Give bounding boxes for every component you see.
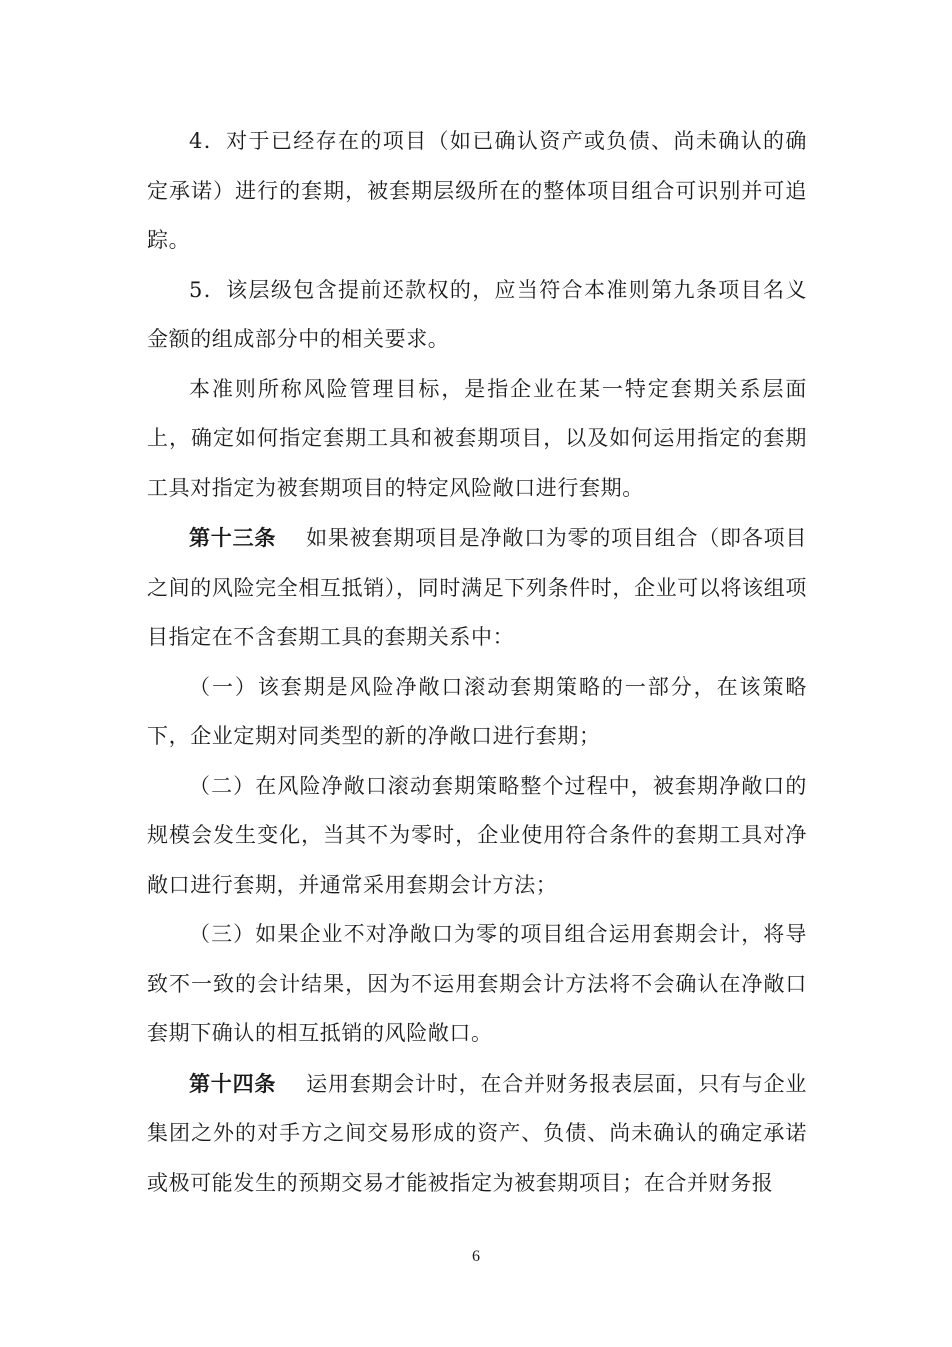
paragraph-text: 4．对于已经存在的项目（如已确认资产或负债、尚未确认的确定承诺）进行的套期，被套期层级所在的整体项目组合可识别并可追踪。 xyxy=(147,129,807,252)
paragraph-condition-1 xyxy=(147,663,807,762)
paragraph-text: （二）在风险净敞口滚动套期策略整个过程中，被套期净敞口的规模会发生变化，当其不为零时，企业使用符合条件的套期工具对净敞口进行套期，并通常采用套期会计方法； xyxy=(147,773,807,897)
paragraph-condition-3 xyxy=(147,910,807,1059)
paragraph-text: 5．该层级包含提前还款权的，应当符合本准则第九条项目名义金额的组成部分中的相关要求。 xyxy=(147,277,807,351)
paragraph-text: 运用套期会计时，在合并财务报表层面，只有与企业集团之外的对手方之间交易形成的资产、负债、尚未确认的确定承诺或极可能发生的预期交易才能被指定为被套期项目；在合并财务报 xyxy=(147,1071,807,1195)
paragraph-article-14 xyxy=(147,1059,807,1209)
paragraph-risk-management-objective xyxy=(147,365,807,514)
paragraph-text: 如果被套期项目是净敞口为零的项目组合（即各项目之间的风险完全相互抵销），同时满足下列条件时，企业可以将该组项目指定在不含套期工具的套期关系中： xyxy=(147,526,807,649)
paragraph-text: （三）如果企业不对净敞口为零的项目组合运用套期会计，将导致不一致的会计结果，因为不运用套期会计方法将不会确认在净敞口套期下确认的相互抵销的风险敞口。 xyxy=(147,922,807,1045)
paragraph-condition-2 xyxy=(147,762,807,911)
paragraph-text: （一）该套期是风险净敞口滚动套期策略的一部分，在该策略下，企业定期对同类型的新的净敞口进行套期； xyxy=(147,674,807,748)
paragraph-article-13 xyxy=(147,513,807,663)
page-number: 6 xyxy=(472,1248,480,1265)
paragraph-text: 本准则所称风险管理目标，是指企业在某一特定套期关系层面上，确定如何指定套期工具和被套期项目，以及如何运用指定的套期工具对指定为被套期项目的特定风险敞口进行套期。 xyxy=(147,376,807,500)
article-heading: 第十四条 xyxy=(189,1070,277,1096)
article-heading: 第十三条 xyxy=(189,525,277,550)
paragraph-item-5 xyxy=(147,266,807,365)
paragraph-item-4 xyxy=(147,117,807,266)
document-body xyxy=(147,117,807,1208)
